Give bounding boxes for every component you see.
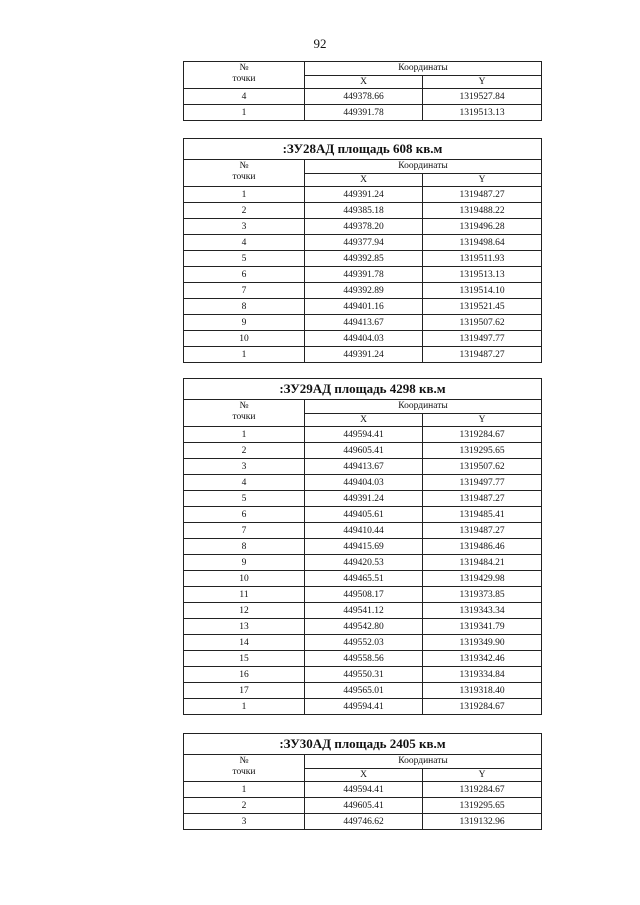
x-coordinate-cell: 449391.78 — [305, 267, 423, 283]
table-row — [184, 667, 542, 683]
x-coordinate-cell: 449542.80 — [305, 619, 423, 635]
y-coordinate-cell: 1319527.84 — [423, 89, 542, 105]
point-number-cell: 2 — [184, 203, 305, 219]
point-number-header — [184, 755, 305, 782]
y-header: Y — [423, 76, 542, 89]
y-coordinate-cell: 1319341.79 — [423, 619, 542, 635]
y-coordinate-cell: 1319295.65 — [423, 443, 542, 459]
y-coordinate-cell: 1319487.27 — [423, 491, 542, 507]
y-coordinate-cell: 1319498.64 — [423, 235, 542, 251]
header-row — [184, 755, 542, 769]
coordinates-table — [183, 733, 542, 830]
point-number-cell: 8 — [184, 299, 305, 315]
y-coordinate-cell: 1319295.65 — [423, 798, 542, 814]
y-coordinate-cell: 1319487.27 — [423, 347, 542, 363]
table-row — [184, 475, 542, 491]
table-row — [184, 523, 542, 539]
point-number-cell: 9 — [184, 555, 305, 571]
y-coordinate-cell: 1319521.45 — [423, 299, 542, 315]
x-coordinate-cell: 449391.78 — [305, 105, 423, 121]
table-title-row — [184, 139, 542, 160]
point-number-cell: 5 — [184, 491, 305, 507]
point-number-header-label: точки — [232, 412, 256, 422]
y-coordinate-cell: 1319497.77 — [423, 331, 542, 347]
table-row — [184, 89, 542, 105]
point-number-cell: 17 — [184, 683, 305, 699]
x-header: X — [305, 769, 423, 782]
table-row — [184, 603, 542, 619]
y-header: Y — [423, 769, 542, 782]
x-coordinate-cell: 449594.41 — [305, 699, 423, 715]
point-number-cell: 4 — [184, 89, 305, 105]
y-coordinate-cell: 1319373.85 — [423, 587, 542, 603]
y-coordinate-cell: 1319349.90 — [423, 635, 542, 651]
x-coordinate-cell: 449404.03 — [305, 331, 423, 347]
point-number-cell: 1 — [184, 105, 305, 121]
point-number-header-label: точки — [232, 767, 256, 777]
point-number-cell: 15 — [184, 651, 305, 667]
x-coordinate-cell: 449565.01 — [305, 683, 423, 699]
x-coordinate-cell: 449385.18 — [305, 203, 423, 219]
table-row — [184, 299, 542, 315]
x-coordinate-cell: 449391.24 — [305, 347, 423, 363]
table-row — [184, 187, 542, 203]
point-number-cell: 1 — [184, 427, 305, 443]
x-coordinate-cell: 449508.17 — [305, 587, 423, 603]
y-header: Y — [423, 414, 542, 427]
y-coordinate-cell: 1319513.13 — [423, 267, 542, 283]
y-coordinate-cell: 1319334.84 — [423, 667, 542, 683]
x-coordinate-cell: 449420.53 — [305, 555, 423, 571]
point-number-cell: 3 — [184, 459, 305, 475]
y-coordinate-cell: 1319486.46 — [423, 539, 542, 555]
y-coordinate-cell: 1319132.96 — [423, 814, 542, 830]
point-number-cell: 10 — [184, 331, 305, 347]
table-row — [184, 798, 542, 814]
table-row — [184, 635, 542, 651]
y-coordinate-cell: 1319343.34 — [423, 603, 542, 619]
table-row — [184, 267, 542, 283]
y-coordinate-cell: 1319507.62 — [423, 459, 542, 475]
table-row — [184, 539, 542, 555]
coordinates-header: Координаты — [305, 62, 542, 76]
table-title: :ЗУ29АД площадь 4298 кв.м — [184, 379, 542, 400]
x-coordinate-cell: 449391.24 — [305, 491, 423, 507]
x-header: X — [305, 174, 423, 187]
point-number-cell: 11 — [184, 587, 305, 603]
y-coordinate-cell: 1319514.10 — [423, 283, 542, 299]
point-number-header-symbol: № — [239, 63, 249, 73]
point-number-header-symbol: № — [239, 401, 249, 411]
y-coordinate-cell: 1319487.27 — [423, 187, 542, 203]
header-row — [184, 160, 542, 174]
table-row — [184, 683, 542, 699]
y-coordinate-cell: 1319511.93 — [423, 251, 542, 267]
table-row — [184, 331, 542, 347]
x-coordinate-cell: 449746.62 — [305, 814, 423, 830]
coordinates-header: Координаты — [305, 755, 542, 769]
coordinates-table-continued — [183, 61, 541, 121]
y-coordinate-cell: 1319496.28 — [423, 219, 542, 235]
point-number-cell: 7 — [184, 283, 305, 299]
point-number-cell: 10 — [184, 571, 305, 587]
table-title: :ЗУ28АД площадь 608 кв.м — [184, 139, 542, 160]
x-coordinate-cell: 449391.24 — [305, 187, 423, 203]
x-coordinate-cell: 449558.56 — [305, 651, 423, 667]
point-number-cell: 9 — [184, 315, 305, 331]
table-row — [184, 651, 542, 667]
x-coordinate-cell: 449392.85 — [305, 251, 423, 267]
header-row — [184, 400, 542, 414]
x-coordinate-cell: 449552.03 — [305, 635, 423, 651]
point-number-cell: 1 — [184, 187, 305, 203]
table-row — [184, 283, 542, 299]
x-coordinate-cell: 449404.03 — [305, 475, 423, 491]
coordinates-table-zu30ad — [183, 733, 541, 830]
page-number: 92 — [313, 36, 327, 51]
x-coordinate-cell: 449378.20 — [305, 219, 423, 235]
coordinates-table-zu28ad — [183, 138, 541, 363]
point-number-header — [184, 160, 305, 187]
x-coordinate-cell: 449378.66 — [305, 89, 423, 105]
y-coordinate-cell: 1319284.67 — [423, 782, 542, 798]
x-coordinate-cell: 449594.41 — [305, 427, 423, 443]
point-number-cell: 2 — [184, 443, 305, 459]
table-row — [184, 105, 542, 121]
y-header: Y — [423, 174, 542, 187]
point-number-cell: 1 — [184, 347, 305, 363]
point-number-cell: 6 — [184, 507, 305, 523]
table-row — [184, 219, 542, 235]
y-coordinate-cell: 1319485.41 — [423, 507, 542, 523]
y-coordinate-cell: 1319318.40 — [423, 683, 542, 699]
coordinates-table-zu29ad — [183, 378, 541, 715]
point-number-header-symbol: № — [239, 161, 249, 171]
table-row — [184, 699, 542, 715]
point-number-header-label: точки — [232, 172, 256, 182]
x-header: X — [305, 414, 423, 427]
table-title-row — [184, 379, 542, 400]
point-number-cell: 3 — [184, 814, 305, 830]
x-header: X — [305, 76, 423, 89]
x-coordinate-cell: 449550.31 — [305, 667, 423, 683]
x-coordinate-cell: 449405.61 — [305, 507, 423, 523]
x-coordinate-cell: 449413.67 — [305, 459, 423, 475]
y-coordinate-cell: 1319284.67 — [423, 699, 542, 715]
table-row — [184, 347, 542, 363]
table-row — [184, 782, 542, 798]
point-number-header-symbol: № — [239, 756, 249, 766]
table-row — [184, 491, 542, 507]
point-number-cell: 5 — [184, 251, 305, 267]
point-number-cell: 1 — [184, 782, 305, 798]
point-number-cell: 2 — [184, 798, 305, 814]
point-number-cell: 14 — [184, 635, 305, 651]
header-row — [184, 62, 542, 76]
x-coordinate-cell: 449541.12 — [305, 603, 423, 619]
y-coordinate-cell: 1319497.77 — [423, 475, 542, 491]
y-coordinate-cell: 1319484.21 — [423, 555, 542, 571]
table-row — [184, 555, 542, 571]
x-coordinate-cell: 449392.89 — [305, 283, 423, 299]
table-row — [184, 443, 542, 459]
point-number-cell: 6 — [184, 267, 305, 283]
point-number-cell: 4 — [184, 235, 305, 251]
table-row — [184, 251, 542, 267]
y-coordinate-cell: 1319513.13 — [423, 105, 542, 121]
point-number-cell: 7 — [184, 523, 305, 539]
point-number-header — [184, 62, 305, 89]
y-coordinate-cell: 1319284.67 — [423, 427, 542, 443]
x-coordinate-cell: 449605.41 — [305, 443, 423, 459]
table-row — [184, 507, 542, 523]
x-coordinate-cell: 449410.44 — [305, 523, 423, 539]
table-row — [184, 459, 542, 475]
table-row — [184, 427, 542, 443]
coordinates-table — [183, 138, 542, 363]
table-row — [184, 587, 542, 603]
table-row — [184, 814, 542, 830]
table-title: :ЗУ30АД площадь 2405 кв.м — [184, 734, 542, 755]
x-coordinate-cell: 449605.41 — [305, 798, 423, 814]
point-number-cell: 16 — [184, 667, 305, 683]
point-number-cell: 13 — [184, 619, 305, 635]
y-coordinate-cell: 1319429.98 — [423, 571, 542, 587]
y-coordinate-cell: 1319342.46 — [423, 651, 542, 667]
coordinates-table — [183, 378, 542, 715]
table-row — [184, 203, 542, 219]
point-number-cell: 1 — [184, 699, 305, 715]
point-number-cell: 12 — [184, 603, 305, 619]
y-coordinate-cell: 1319507.62 — [423, 315, 542, 331]
coordinates-header: Координаты — [305, 400, 542, 414]
x-coordinate-cell: 449401.16 — [305, 299, 423, 315]
point-number-cell: 4 — [184, 475, 305, 491]
coordinates-header: Координаты — [305, 160, 542, 174]
x-coordinate-cell: 449415.69 — [305, 539, 423, 555]
table-row — [184, 315, 542, 331]
point-number-header-label: точки — [232, 74, 256, 84]
x-coordinate-cell: 449377.94 — [305, 235, 423, 251]
point-number-cell: 3 — [184, 219, 305, 235]
x-coordinate-cell: 449594.41 — [305, 782, 423, 798]
table-row — [184, 235, 542, 251]
y-coordinate-cell: 1319487.27 — [423, 523, 542, 539]
x-coordinate-cell: 449413.67 — [305, 315, 423, 331]
y-coordinate-cell: 1319488.22 — [423, 203, 542, 219]
x-coordinate-cell: 449465.51 — [305, 571, 423, 587]
point-number-header — [184, 400, 305, 427]
coordinates-table — [183, 61, 542, 121]
point-number-cell: 8 — [184, 539, 305, 555]
table-title-row — [184, 734, 542, 755]
table-row — [184, 571, 542, 587]
table-row — [184, 619, 542, 635]
